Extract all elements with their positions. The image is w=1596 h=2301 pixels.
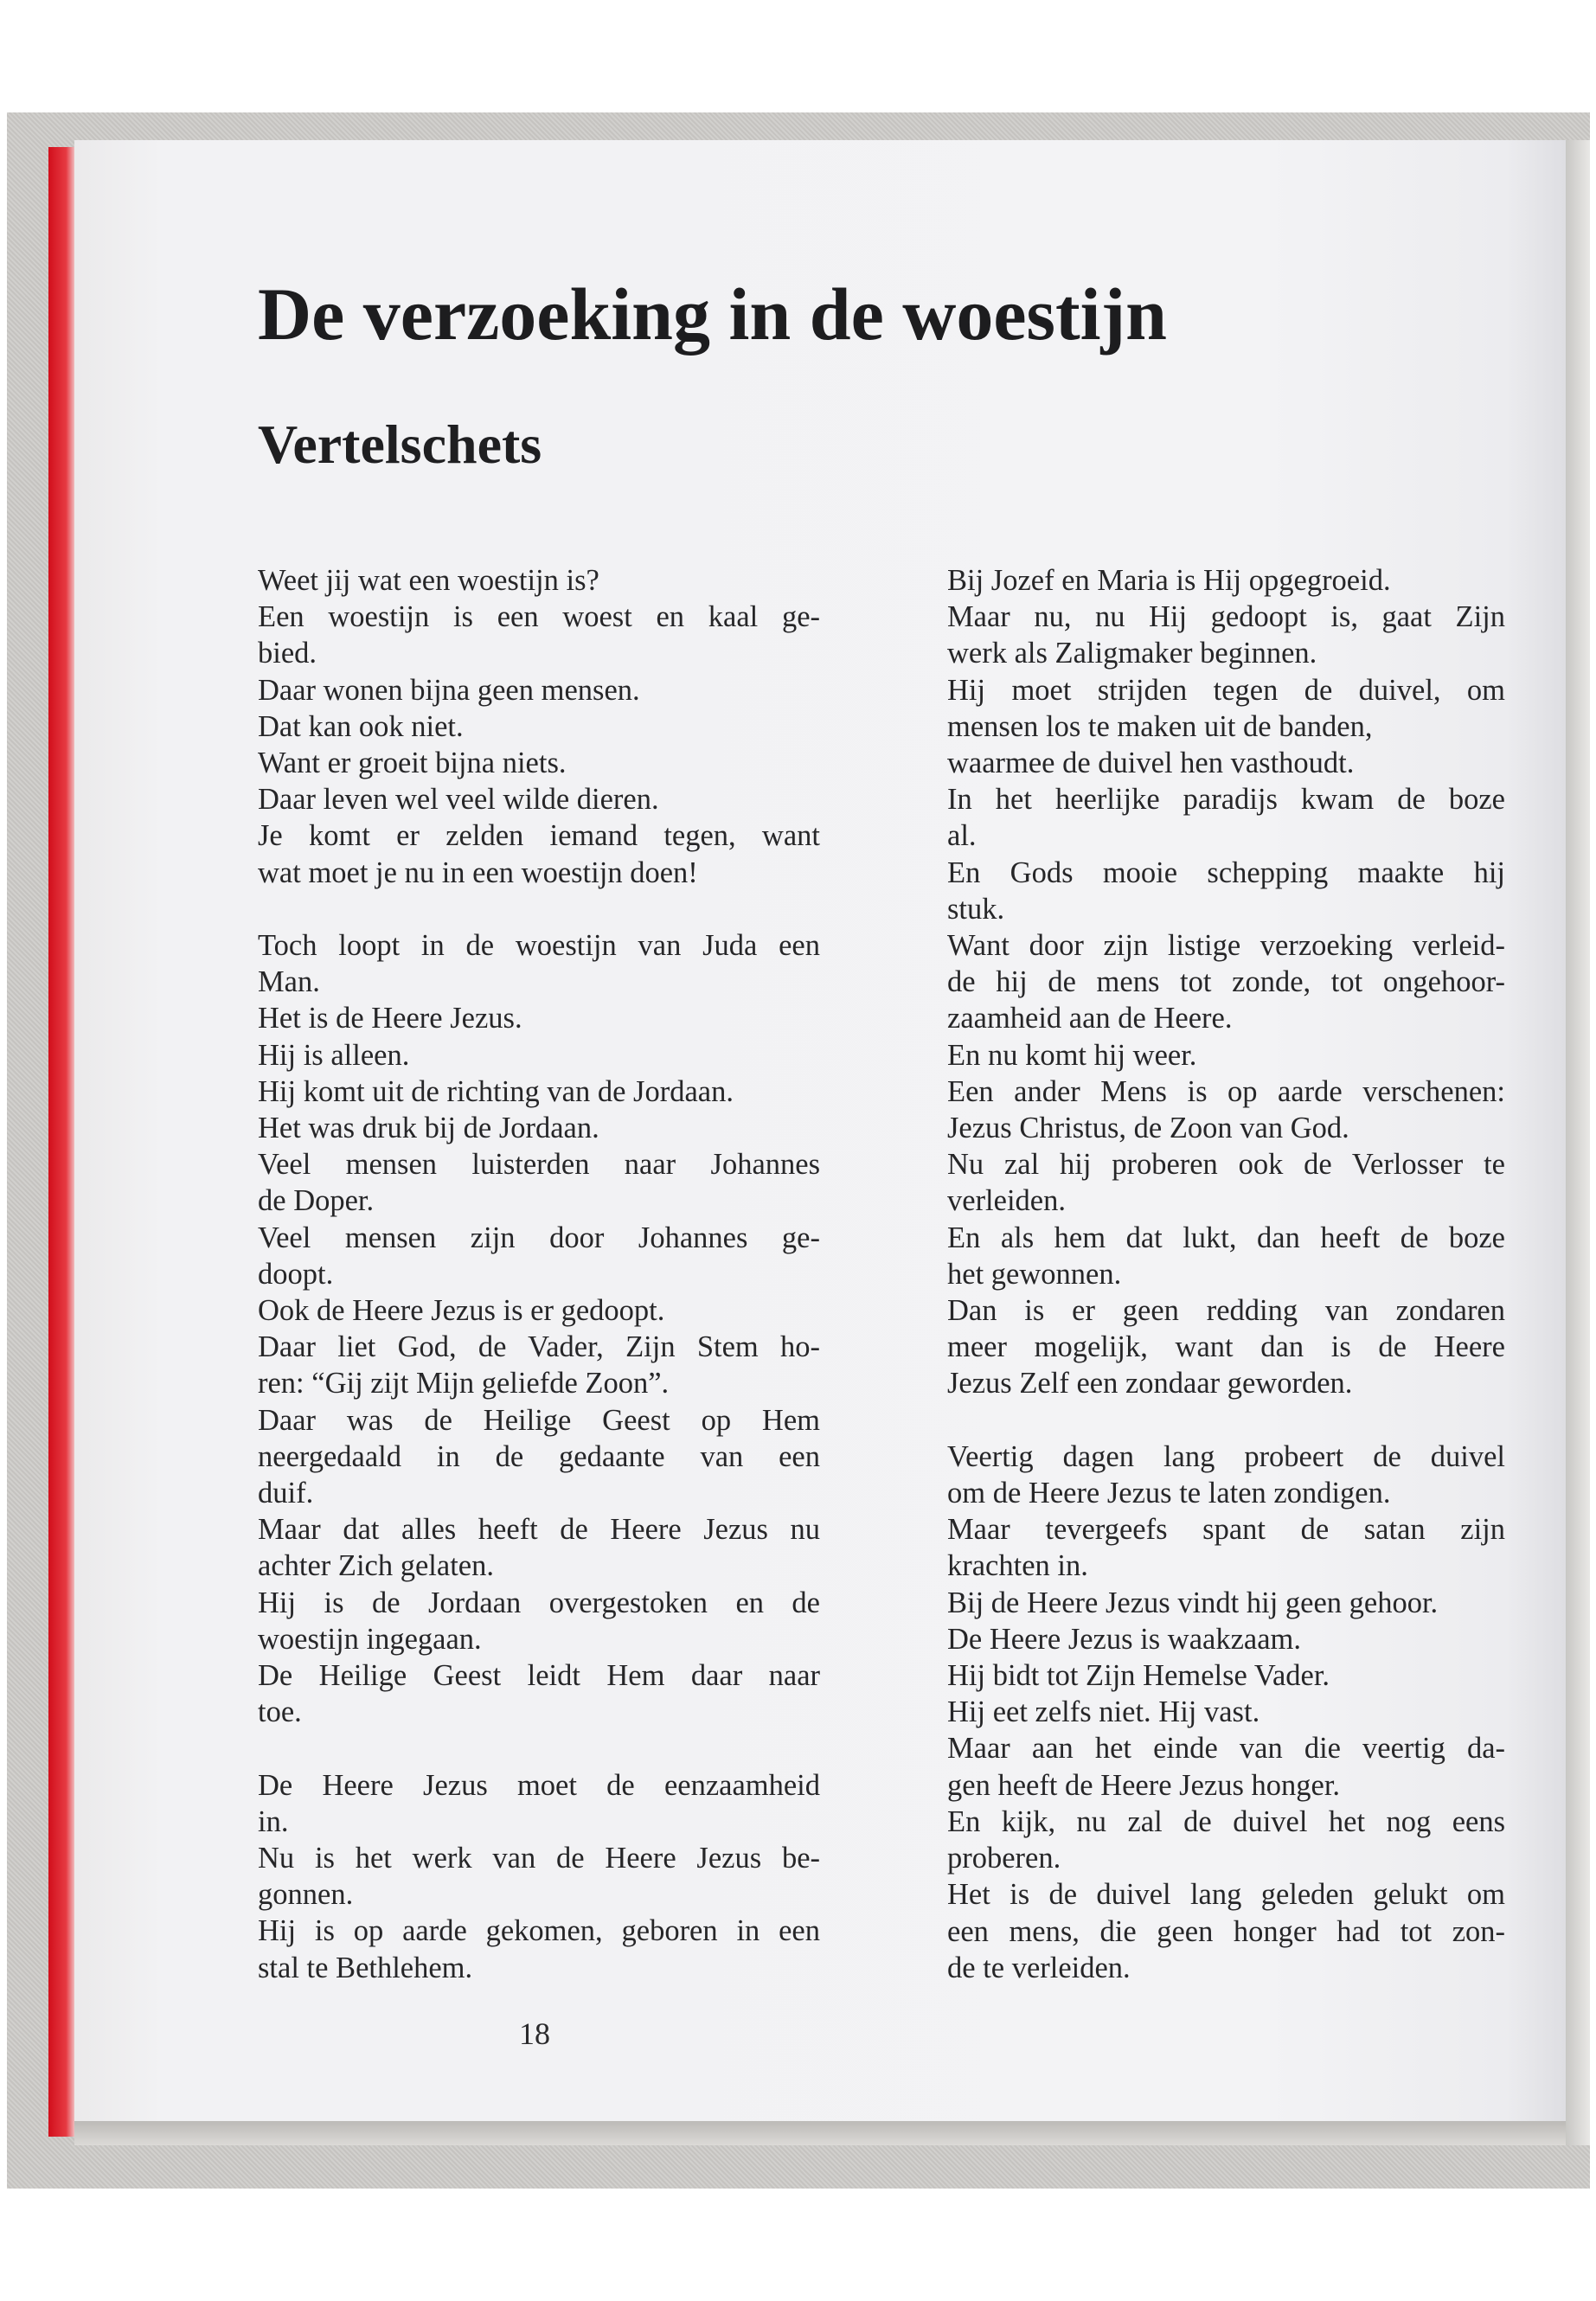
text-line: Een ander Mens is op aarde verschenen: [947,1074,1505,1108]
text-line: de te verleiden. [947,1951,1131,1984]
text-line: Dan is er geen redding van zondaren [947,1294,1505,1328]
text-line: ren: “Gij zijt Mijn geliefde Zoon”. [258,1367,670,1400]
text-line: En nu komt hij weer. [947,1038,1197,1072]
book-spine-edge [48,147,78,2137]
text-line: gonnen. [258,1878,354,1912]
text-line: Want door zijn listige verzoeking verleid- [947,929,1505,963]
text-line: Hij eet zelfs niet. Hij vast. [947,1695,1260,1729]
page-subtitle: Vertelschets [258,413,542,475]
text-line: werk als Zaligmaker beginnen. [947,637,1317,670]
text-line: Maar tevergeefs spant de satan zijn [947,1513,1505,1547]
page-edge-right [1566,140,1590,2145]
text-line: Bij Jozef en Maria is Hij opgegroeid. [947,564,1391,597]
text-line: Veel mensen zijn door Johannes ge- [258,1221,820,1254]
text-line: Een woestijn is een woest en kaal ge- [258,600,820,634]
text-line: bied. [258,637,317,670]
left-paragraph [258,927,820,1730]
text-line: Maar dat alles heeft de Heere Jezus nu [258,1513,820,1547]
text-line: Ook de Heere Jezus is er gedoopt. [258,1294,665,1328]
text-line: in. [258,1804,289,1838]
text-line: stal te Bethlehem. [258,1951,473,1984]
text-line: Hij is alleen. [258,1038,410,1072]
text-line: Bij de Heere Jezus vindt hij geen gehoor. [947,1586,1439,1619]
text-line: toe. [258,1695,302,1729]
text-line: In het heerlijke paradijs kwam de boze [947,783,1505,817]
text-line: Hij komt uit de richting van de Jordaan. [258,1074,734,1108]
text-line: En Gods mooie schepping maakte hij [947,856,1505,889]
text-line: Maar aan het einde van die veertig da- [947,1732,1505,1766]
page-number: 18 [519,2016,550,2051]
text-line: Jezus Christus, de Zoon van God. [947,1112,1349,1145]
text-line: Het is de duivel lang geleden gelukt om [947,1878,1505,1912]
text-line: Nu is het werk van de Heere Jezus be- [258,1842,820,1875]
text-line: Want er groeit bijna niets. [258,747,567,780]
page-title: De verzoeking in de woestijn [258,272,1167,356]
text-line: gen heeft de Heere Jezus honger. [947,1768,1341,1802]
text-column-right [947,562,1505,1986]
text-line: om de Heere Jezus te laten zondigen. [947,1477,1391,1510]
text-line: Daar liet God, de Vader, Zijn Stem ho- [258,1330,820,1364]
right-paragraph [947,562,1505,1402]
text-line: een mens, die geen honger had tot zon- [947,1914,1505,1948]
text-line: al. [947,819,977,853]
text-line: wat moet je nu in een woestijn doen! [258,856,698,889]
text-line: Hij bidt tot Zijn Hemelse Vader. [947,1659,1330,1693]
text-line: Nu zal hij proberen ook de Verlosser te [947,1148,1505,1182]
text-line: duif. [258,1477,314,1510]
left-paragraph [258,562,820,891]
text-line: Je komt er zelden iemand tegen, want [258,819,820,853]
text-line: Weet jij wat een woestijn is? [258,564,599,597]
text-line: De Heere Jezus moet de eenzaamheid [258,1768,820,1802]
text-line: De Heere Jezus is waakzaam. [947,1622,1301,1656]
left-paragraph [258,1767,820,1986]
right-paragraph [947,1439,1505,1986]
text-line: mensen los te maken uit de banden, [947,709,1373,743]
text-line: de hij de mens tot zonde, tot ongehoor- [947,965,1505,999]
text-line: Man. [258,965,320,999]
text-line: Veel mensen luisterden naar Johannes [258,1148,820,1182]
text-line: neergedaald in de gedaante van een [258,1439,820,1473]
page-edge-bottom [74,2121,1566,2145]
text-line: verleiden. [947,1184,1066,1218]
text-line: Veertig dagen lang probeert de duivel [947,1439,1505,1473]
text-line: Hij is de Jordaan overgestoken en de [258,1586,820,1619]
text-line: Dat kan ook niet. [258,709,464,743]
text-line: Daar was de Heilige Geest op Hem [258,1403,820,1437]
text-line: stuk. [947,892,1005,926]
text-line: proberen. [947,1842,1061,1875]
text-line: En als hem dat lukt, dan heeft de boze [947,1221,1505,1254]
text-line: doopt. [258,1257,334,1291]
text-line: woestijn ingegaan. [258,1622,482,1656]
text-line: De Heilige Geest leidt Hem daar naar [258,1659,820,1693]
text-line: En kijk, nu zal de duivel het nog eens [947,1804,1505,1838]
text-line: meer mogelijk, want dan is de Heere [947,1330,1505,1364]
text-line: Hij is op aarde gekomen, geboren in een [258,1914,820,1948]
text-line: Het was druk bij de Jordaan. [258,1112,599,1145]
text-line: Toch loopt in de woestijn van Juda een [258,929,820,963]
text-column-left [258,562,820,1986]
text-line: Maar nu, nu Hij gedoopt is, gaat Zijn [947,600,1505,634]
text-line: waarmee de duivel hen vasthoudt. [947,747,1355,780]
text-line: de Doper. [258,1184,375,1218]
text-line: Daar wonen bijna geen mensen. [258,673,640,707]
text-line: krachten in. [947,1549,1088,1583]
text-line: Het is de Heere Jezus. [258,1002,522,1035]
text-line: achter Zich gelaten. [258,1549,494,1583]
text-line: Daar leven wel veel wilde dieren. [258,783,659,817]
text-line: Jezus Zelf een zondaar geworden. [947,1367,1353,1400]
text-line: Hij moet strijden tegen de duivel, om [947,673,1505,707]
text-line: het gewonnen. [947,1257,1122,1291]
text-line: zaamheid aan de Heere. [947,1002,1233,1035]
